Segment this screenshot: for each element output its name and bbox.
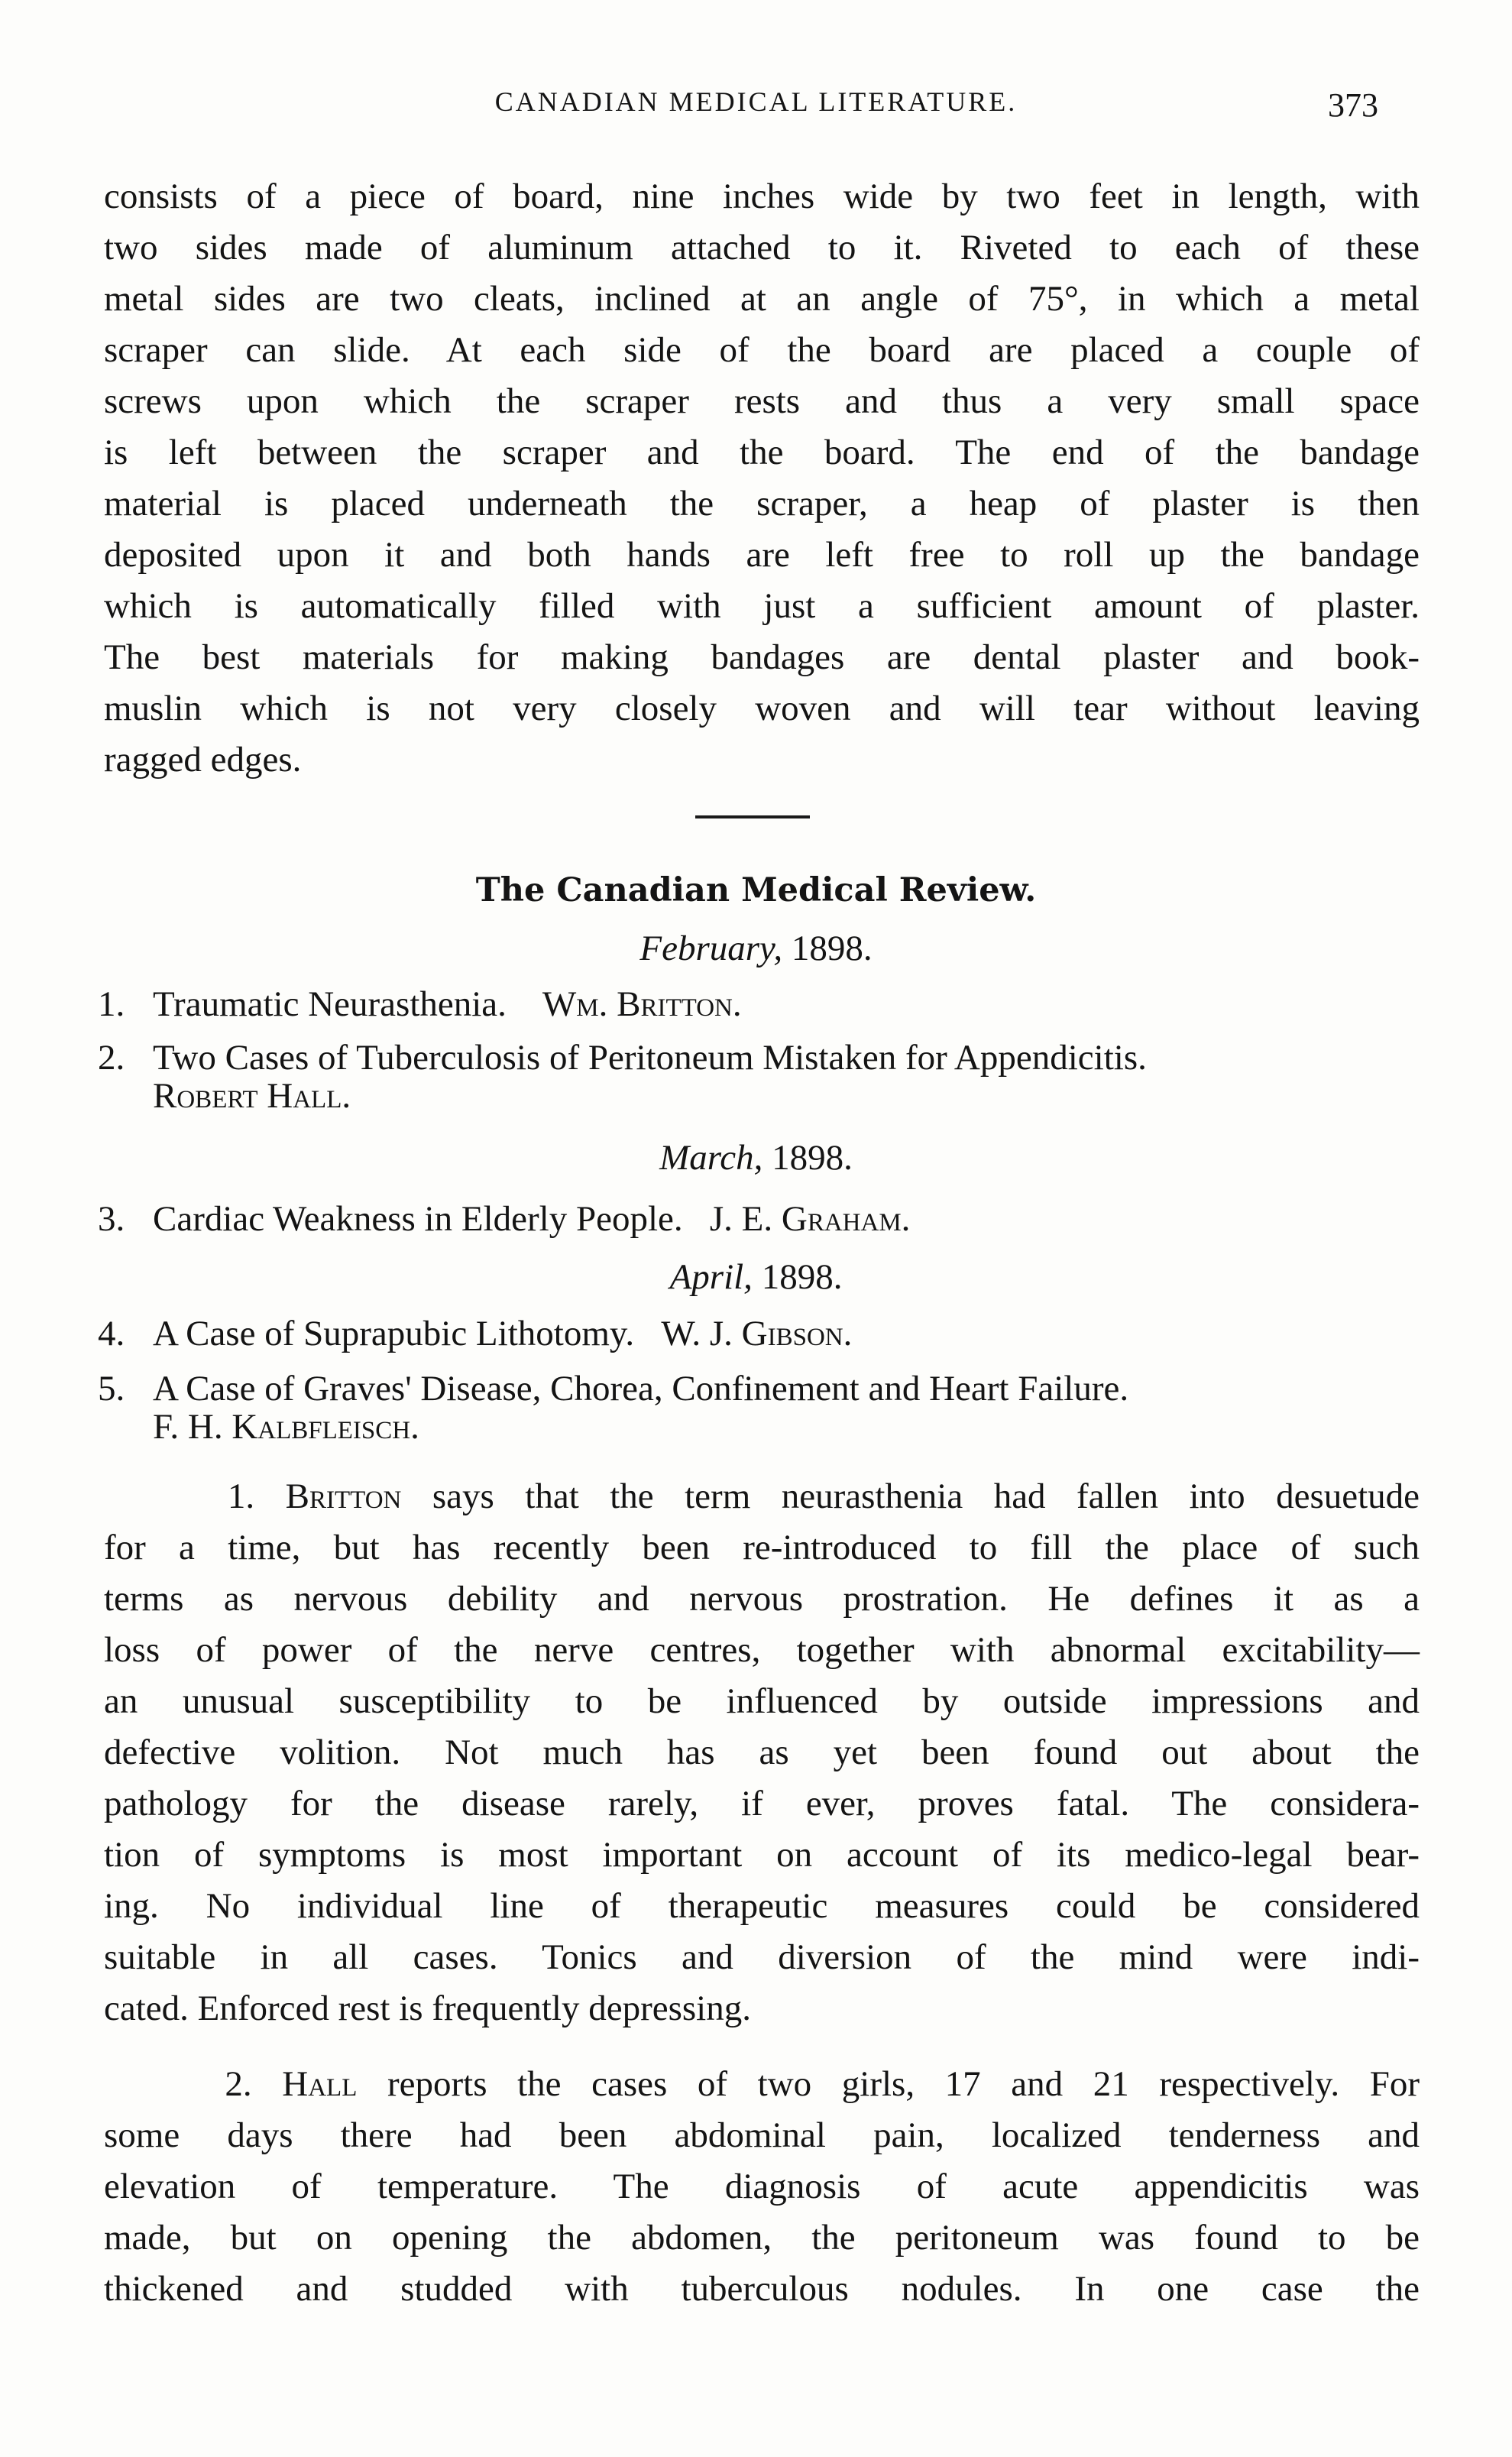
text-line: terms as nervous debility and nervous prostration. He defines it as a: [104, 1579, 1420, 1619]
toc-number: 2.: [98, 1038, 125, 1078]
toc-entry: [98, 1368, 1420, 1447]
page-number: 373: [1328, 86, 1378, 124]
text-line: is left between the scraper and the board. The end of the bandage: [104, 433, 1420, 472]
text-line: two sides made of aluminum attached to it. Riveted to each of these: [104, 228, 1420, 267]
text-line: scraper can slide. At each side of the board are placed a couple of: [104, 330, 1420, 370]
text-line: tion of symptoms is most important on account of its medico-legal bear-: [104, 1835, 1420, 1875]
issue-month: February,: [639, 929, 783, 968]
toc-entry: [98, 1313, 1420, 1354]
abstract-text: reports the cases of two girls, 17 and 21 respectively. For: [387, 2064, 1420, 2104]
abstract-number: 1.: [227, 1476, 255, 1516]
issue-month: April,: [669, 1257, 753, 1297]
text-line: made, but on opening the abdomen, the peritoneum was found to be: [104, 2218, 1420, 2258]
toc-author: Wm. Britton.: [542, 984, 742, 1024]
text-line: loss of power of the nerve centres, together with abnormal excitability—: [104, 1630, 1420, 1670]
text-line: an unusual susceptibility to be influenced by outside impressions and: [104, 1681, 1420, 1721]
issue-date: [0, 1137, 1512, 1178]
issue-date: [0, 928, 1512, 969]
abstract-number: 2.: [225, 2064, 252, 2104]
text-line: muslin which is not very closely woven and will tear without leaving: [104, 689, 1420, 728]
text-line: suitable in all cases. Tonics and diversion of the mind were indi-: [104, 1937, 1420, 1977]
abstract-text: says that the term neurasthenia had fallen into desuetude: [432, 1476, 1420, 1516]
toc-title: Two Cases of Tuberculosis of Peritoneum Mistaken for Appendicitis.: [153, 1038, 1147, 1078]
text-line: which is automatically filled with just a sufficient amount of plaster.: [104, 586, 1420, 626]
text-line: material is placed underneath the scraper, a heap of plaster is then: [104, 484, 1420, 523]
text-line: ragged edges.: [104, 740, 302, 780]
toc-number: 3.: [98, 1199, 125, 1239]
text-line: thickened and studded with tuberculous nodules. In one case the: [104, 2269, 1420, 2309]
toc-entry: [98, 1037, 1420, 1117]
toc-title: Traumatic Neurasthenia.: [153, 984, 507, 1024]
toc-number: 5.: [98, 1369, 125, 1408]
running-title: CANADIAN MEDICAL LITERATURE.: [494, 86, 1018, 117]
toc-author: W. J. Gibson.: [661, 1314, 853, 1353]
toc-entry: [98, 1198, 1420, 1240]
abstract-paragraph-2: [104, 2059, 1420, 2315]
text-line: some days there had been abdominal pain, localized tenderness and: [104, 2115, 1420, 2155]
toc-author: J. E. Graham.: [709, 1199, 911, 1239]
text-line: [104, 1471, 1420, 1522]
running-head: [0, 86, 1512, 131]
text-line: ing. No individual line of therapeutic measures could be considered: [104, 1886, 1420, 1926]
text-line: screws upon which the scraper rests and thus a very small space: [104, 381, 1420, 421]
toc-title: A Case of Suprapubic Lithotomy.: [153, 1314, 635, 1353]
issue-year: 1898.: [772, 1138, 853, 1178]
toc-number: 4.: [98, 1314, 125, 1353]
abstract-author: Britton: [285, 1476, 402, 1516]
section-divider: [695, 815, 810, 818]
toc-number: 1.: [98, 984, 125, 1024]
issue-date: [0, 1256, 1512, 1298]
text-line: defective volition. Not much has as yet been found out about the: [104, 1733, 1420, 1772]
toc-author: Robert Hall.: [153, 1076, 351, 1116]
toc-entry: [98, 984, 1420, 1025]
text-line: cated. Enforced rest is frequently depressing.: [104, 1989, 751, 2028]
text-line: The best materials for making bandages are dental plaster and book-: [104, 637, 1420, 677]
toc-title: A Case of Graves' Disease, Chorea, Confinement and Heart Failure.: [153, 1369, 1129, 1408]
text-line: deposited upon it and both hands are left free to roll up the bandage: [104, 535, 1420, 575]
text-line: elevation of temperature. The diagnosis of acute appendicitis was: [104, 2167, 1420, 2206]
issue-year: 1898.: [761, 1257, 843, 1297]
issue-year: 1898.: [791, 929, 873, 968]
toc-title: Cardiac Weakness in Elderly People.: [153, 1199, 683, 1239]
continuation-paragraph: [104, 171, 1420, 786]
journal-title: The Canadian Medical Review.: [475, 871, 1037, 909]
text-line: consists of a piece of board, nine inches wide by two feet in length, with: [104, 177, 1420, 216]
abstract-author: Hall: [282, 2064, 358, 2104]
text-line: pathology for the disease rarely, if ever, proves fatal. The considera-: [104, 1784, 1420, 1823]
toc-author: F. H. Kalbfleisch.: [153, 1407, 419, 1447]
abstract-paragraph-1: [104, 1471, 1420, 2034]
text-line: [104, 2059, 1420, 2110]
text-line: metal sides are two cleats, inclined at an angle of 75°, in which a metal: [104, 279, 1420, 319]
text-line: for a time, but has recently been re-introduced to fill the place of such: [104, 1528, 1420, 1567]
issue-month: March,: [659, 1138, 763, 1178]
